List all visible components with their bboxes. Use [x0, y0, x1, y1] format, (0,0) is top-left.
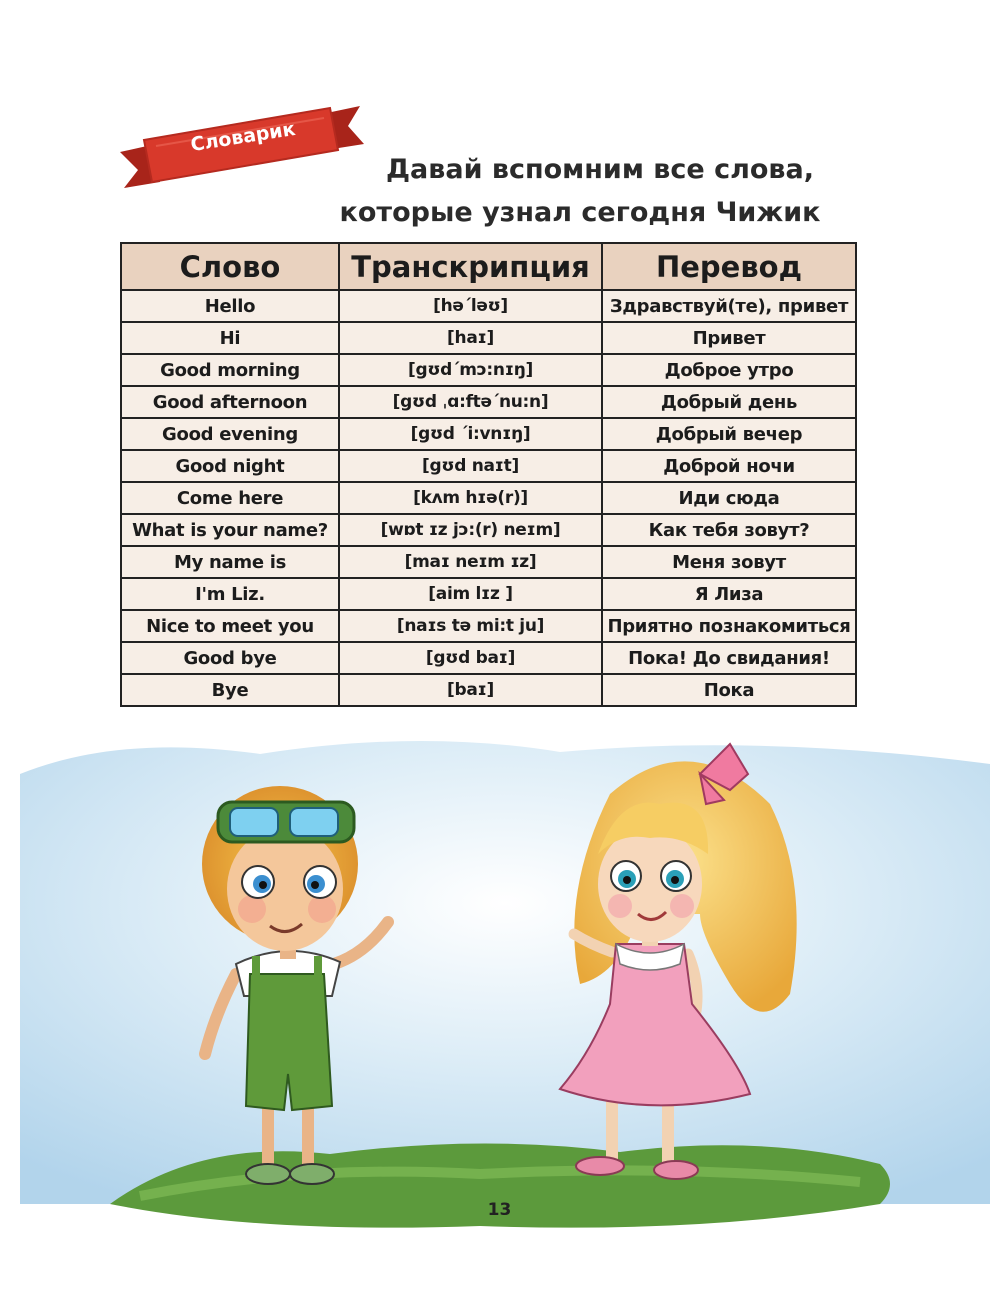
- translation-cell: Меня зовут: [602, 546, 856, 578]
- word-cell: Good bye: [121, 642, 339, 674]
- transcription-cell: [wɒt ɪz jɔ:(r) neɪm]: [339, 514, 602, 546]
- transcription-cell: [gʊd ΄i:vnɪŋ]: [339, 418, 602, 450]
- transcription-cell: [hə΄ləʊ]: [339, 290, 602, 322]
- table-row: [121, 546, 856, 578]
- title-line-2: которые узнал сегодня Чижик: [339, 197, 821, 228]
- word-cell: Good night: [121, 450, 339, 482]
- translation-cell: Привет: [602, 322, 856, 354]
- page-title: [300, 148, 860, 234]
- table-header-row: [121, 243, 856, 290]
- word-cell: My name is: [121, 546, 339, 578]
- translation-cell: Доброе утро: [602, 354, 856, 386]
- transcription-cell: [kʌm hɪə(r)]: [339, 482, 602, 514]
- word-cell: Hello: [121, 290, 339, 322]
- translation-cell: Доброй ночи: [602, 450, 856, 482]
- transcription-cell: [naɪs tə mi:t ju]: [339, 610, 602, 642]
- word-cell: What is your name?: [121, 514, 339, 546]
- kids-illustration: [0, 734, 999, 1274]
- table-row: [121, 450, 856, 482]
- transcription-cell: [gʊd ˌɑ:ftə΄nu:n]: [339, 386, 602, 418]
- table-row: [121, 610, 856, 642]
- word-cell: I'm Liz.: [121, 578, 339, 610]
- transcription-cell: [maɪ neɪm ɪz]: [339, 546, 602, 578]
- table-row: [121, 386, 856, 418]
- table-row: [121, 642, 856, 674]
- header-word: Слово: [121, 243, 339, 290]
- translation-cell: Иди сюда: [602, 482, 856, 514]
- table-row: [121, 514, 856, 546]
- transcription-cell: [gʊd΄mɔ:nɪŋ]: [339, 354, 602, 386]
- translation-cell: Добрый вечер: [602, 418, 856, 450]
- table-row: [121, 354, 856, 386]
- word-cell: Good morning: [121, 354, 339, 386]
- translation-cell: Добрый день: [602, 386, 856, 418]
- transcription-cell: [gʊd naɪt]: [339, 450, 602, 482]
- word-cell: Good afternoon: [121, 386, 339, 418]
- transcription-cell: [baɪ]: [339, 674, 602, 706]
- transcription-cell: [gʊd baɪ]: [339, 642, 602, 674]
- table-row: [121, 290, 856, 322]
- table-row: [121, 418, 856, 450]
- sky-wash: [20, 741, 990, 1204]
- translation-cell: Пока: [602, 674, 856, 706]
- translation-cell: Приятно познакомиться: [602, 610, 856, 642]
- word-cell: Hi: [121, 322, 339, 354]
- page-number: 13: [487, 1200, 512, 1220]
- header-translation: Перевод: [602, 243, 856, 290]
- word-cell: Come here: [121, 482, 339, 514]
- table-row: [121, 578, 856, 610]
- title-line-1: Давай вспомним все слова,: [386, 154, 814, 185]
- table-row: [121, 674, 856, 706]
- table-row: [121, 482, 856, 514]
- header-transcription: Транскрипция: [339, 243, 602, 290]
- transcription-cell: [aim lɪz ]: [339, 578, 602, 610]
- word-cell: Nice to meet you: [121, 610, 339, 642]
- word-cell: Bye: [121, 674, 339, 706]
- transcription-cell: [haɪ]: [339, 322, 602, 354]
- vocabulary-table: [120, 242, 857, 707]
- translation-cell: Я Лиза: [602, 578, 856, 610]
- translation-cell: Как тебя зовут?: [602, 514, 856, 546]
- translation-cell: Здравствуй(те), привет: [602, 290, 856, 322]
- badge-label: Словарик: [189, 117, 297, 157]
- word-cell: Good evening: [121, 418, 339, 450]
- table-row: [121, 322, 856, 354]
- translation-cell: Пока! До свидания!: [602, 642, 856, 674]
